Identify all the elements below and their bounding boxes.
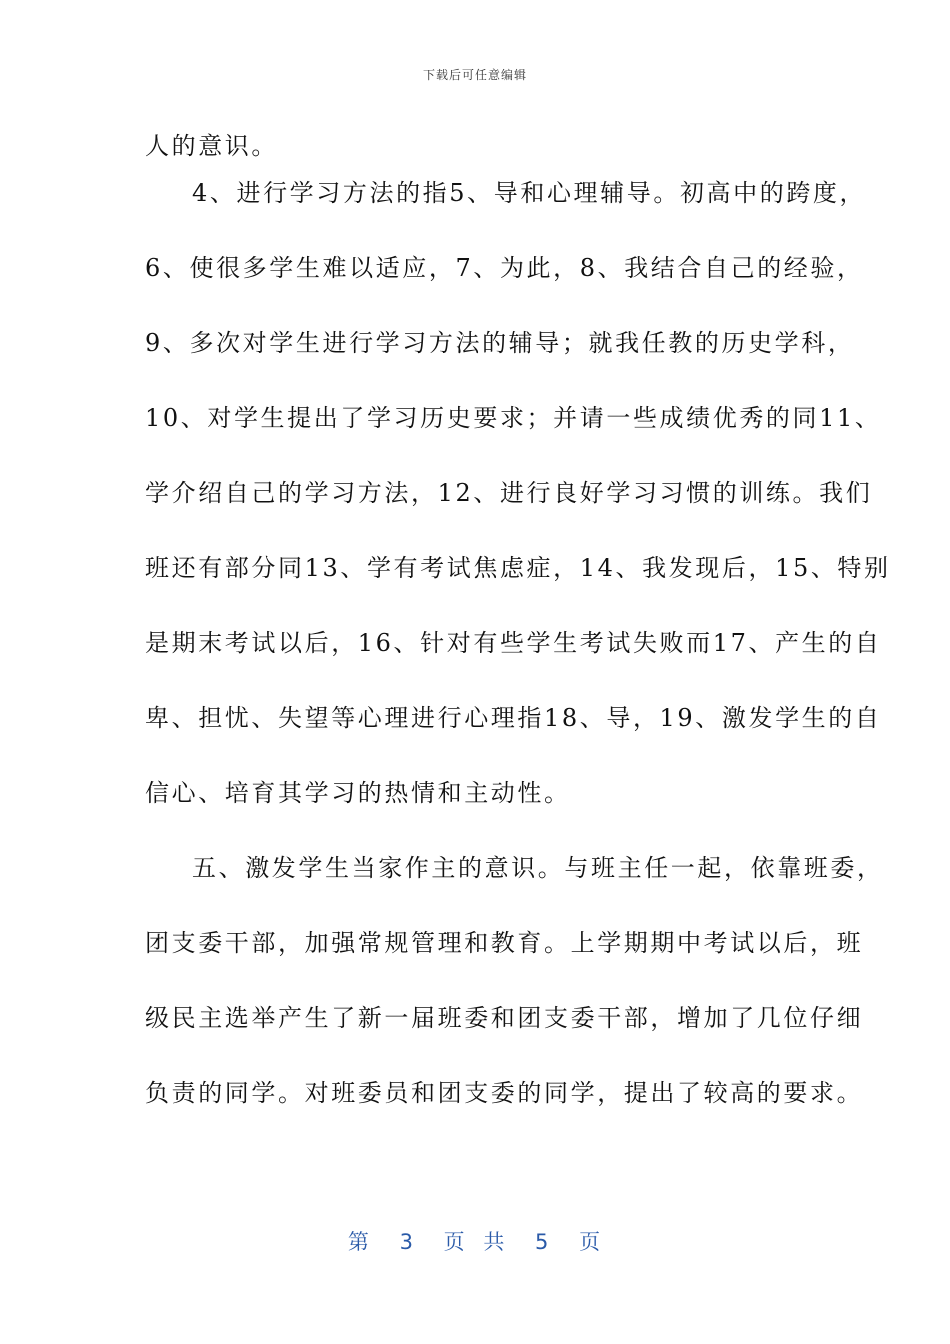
current-page-number: 3	[399, 1230, 415, 1254]
text-line: 6、使很多学生难以适应，7、为此，8、我结合自己的经验，	[145, 254, 864, 282]
total-pages-number: 5	[535, 1230, 551, 1254]
text-line: 10、对学生提出了学习历史要求；并请一些成绩优秀的同11、	[145, 404, 882, 432]
footer-prefix: 第	[347, 1230, 371, 1254]
text-line: 人的意识。	[145, 132, 278, 160]
page-footer	[0, 1226, 950, 1256]
text-line: 学介绍自己的学习方法，12、进行良好学习习惯的训练。我们	[145, 479, 873, 507]
footer-middle: 页 共	[443, 1230, 507, 1254]
text-line: 级民主选举产生了新一届班委和团支委干部，增加了几位仔细	[145, 1004, 864, 1032]
text-line: 五、激发学生当家作主的意识。与班主任一起，依靠班委，	[192, 854, 884, 882]
text-line: 团支委干部，加强常规管理和教育。上学期期中考试以后，班	[145, 929, 864, 957]
text-line: 4、进行学习方法的指5、导和心理辅导。初高中的跨度，	[192, 179, 867, 207]
page-header: 下载后可任意编辑	[422, 68, 527, 82]
footer-suffix: 页	[579, 1230, 603, 1254]
text-line: 卑、担忧、失望等心理进行心理指18、导，19、激发学生的自	[145, 704, 882, 732]
text-line: 负责的同学。对班委员和团支委的同学，提出了较高的要求。	[145, 1079, 864, 1107]
text-line: 是期末考试以后，16、针对有些学生考试失败而17、产生的自	[145, 629, 882, 657]
text-line: 班还有部分同13、学有考试焦虑症，14、我发现后，15、特别	[145, 554, 891, 582]
text-line: 信心、培育其学习的热情和主动性。	[145, 779, 571, 807]
text-line: 9、多次对学生进行学习方法的辅导；就我任教的历史学科，	[145, 329, 855, 357]
